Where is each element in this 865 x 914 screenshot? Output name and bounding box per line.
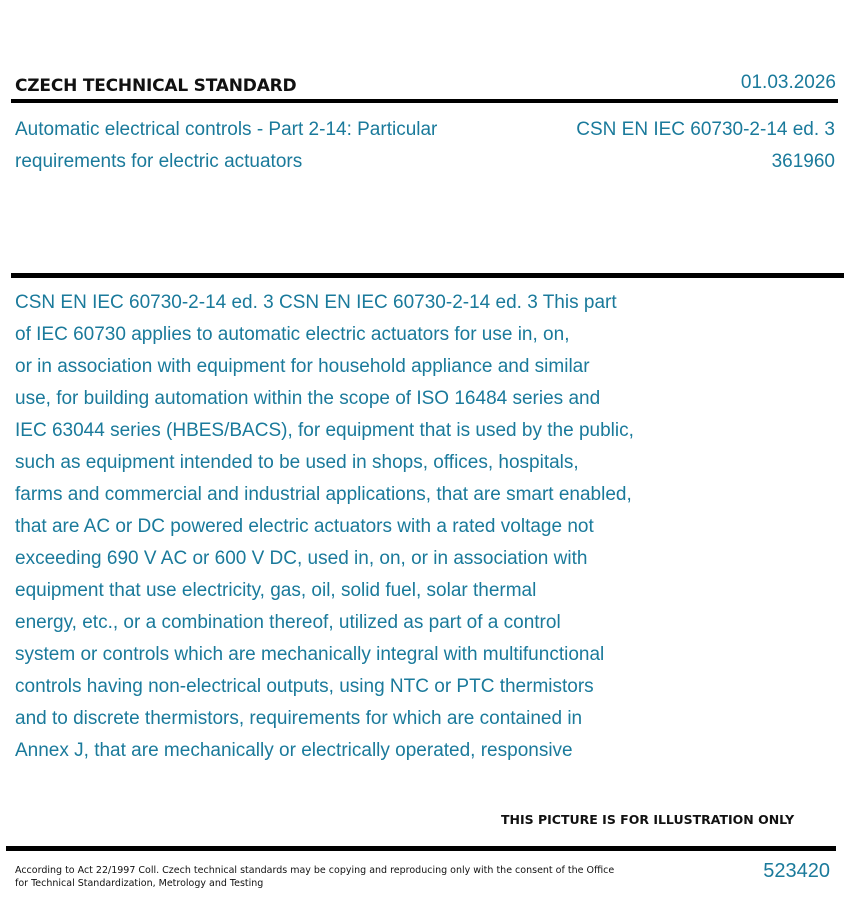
scope-line: that are AC or DC powered electric actuators with a rated voltage not (15, 516, 594, 537)
standard-number: 361960 (771, 151, 835, 172)
scope-line: CSN EN IEC 60730-2-14 ed. 3 CSN EN IEC 60730-2-14 ed. 3 This part (15, 292, 617, 313)
scope-line: IEC 63044 series (HBES/BACS), for equipment that is used by the public, (15, 420, 634, 441)
scope-line: farms and commercial and industrial applications, that are smart enabled, (15, 484, 632, 505)
scope-line: controls having non-electrical outputs, using NTC or PTC thermistors (15, 676, 594, 697)
standard-code: CSN EN IEC 60730-2-14 ed. 3 (576, 119, 835, 140)
copyright-notice-line: According to Act 22/1997 Coll. Czech technical standards may be copying and reproducing only with the consent of the Office (15, 865, 615, 876)
scope-text (15, 287, 735, 767)
scope-line: exceeding 690 V AC or 600 V DC, used in, on, or in association with (15, 548, 588, 569)
scope-line: or in association with equipment for household appliance and similar (15, 356, 590, 377)
document-type-label: CZECH TECHNICAL STANDARD (15, 76, 297, 96)
scope-line: equipment that use electricity, gas, oil, solid fuel, solar thermal (15, 580, 537, 601)
standard-title-line: requirements for electric actuators (15, 151, 303, 172)
publication-date: 01.03.2026 (740, 72, 836, 93)
scope-line: and to discrete thermistors, requirements for which are contained in (15, 708, 583, 729)
scope-line: of IEC 60730 applies to automatic electric actuators for use in, on, (15, 324, 570, 345)
header-divider (11, 99, 838, 103)
standard-title-line: Automatic electrical controls - Part 2-14: Particular (15, 119, 438, 140)
footer-divider (6, 846, 836, 851)
illustration-disclaimer: THIS PICTURE IS FOR ILLUSTRATION ONLY (501, 812, 795, 827)
copyright-notice-line: for Technical Standardization, Metrology and Testing (15, 878, 264, 889)
scope-line: energy, etc., or a combination thereof, utilized as part of a control (15, 612, 561, 633)
standard-title (15, 114, 525, 178)
scope-line: Annex J, that are mechanically or electrically operated, responsive (15, 740, 573, 761)
scope-line: use, for building automation within the scope of ISO 16484 series and (15, 388, 601, 409)
section-divider (11, 273, 844, 278)
document-number: 523420 (763, 860, 830, 882)
copyright-notice (15, 864, 615, 890)
scope-line: system or controls which are mechanically integral with multifunctional (15, 644, 605, 665)
scope-line: such as equipment intended to be used in shops, offices, hospitals, (15, 452, 579, 473)
standard-identifier (576, 114, 835, 178)
